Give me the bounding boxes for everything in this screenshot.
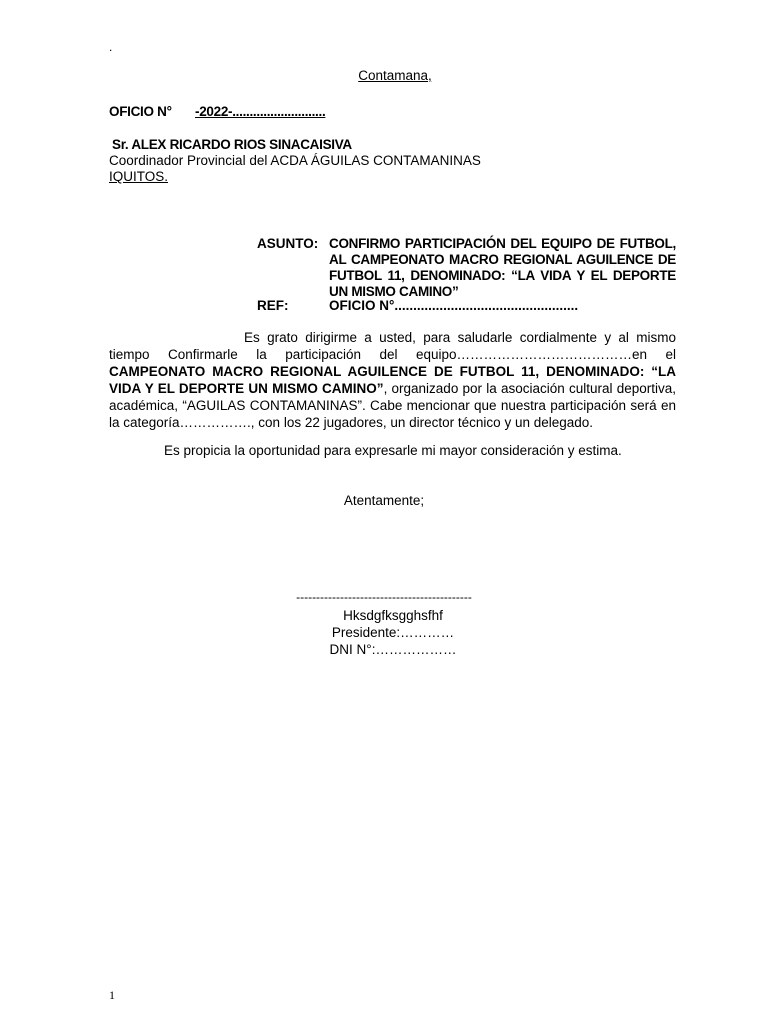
addressee-role: Coordinador Provincial del ACDA ÁGUILAS CONTAMANINAS xyxy=(109,153,481,168)
stray-dot: . xyxy=(109,40,113,54)
signature-line: -------------------------------------------- xyxy=(296,590,472,604)
oficio-label: OFICIO N° xyxy=(109,104,172,119)
page-number: 1 xyxy=(109,988,115,1002)
asunto-text: CONFIRMO PARTICIPACIÓN DEL EQUIPO DE FUTBOL, AL CAMPEONATO MACRO REGIONAL AGUILENCE DE FUTBOL 11, DENOMINADO: “LA VIDA Y EL DEPORTE UN MISMO CAMINO” xyxy=(329,236,676,299)
signature-dni: DNI N°:……………… xyxy=(329,642,457,657)
ref-text: OFICIO N°................................................. xyxy=(329,298,579,313)
place-text: Contamana, xyxy=(358,68,432,83)
place-date xyxy=(0,68,768,83)
addressee-name: Sr. ALEX RICARDO RIOS SINACAISIVA xyxy=(112,137,352,152)
body-paragraph-1-bold: CAMPEONATO MACRO REGIONAL AGUILENCE DE FUTBOL 11, DENOMINADO: “LA VIDA Y EL DEPORTE UN MISMO CAMINO” xyxy=(109,364,676,396)
body-paragraph-2: Es propicia la oportunidad para expresarle mi mayor consideración y estima. xyxy=(164,443,622,458)
body-paragraph-1-end: , organizado por la asociación cultural deportiva, académica, “AGUILAS CONTAMANINAS”. Cabe mencionar que nuestra participación será en la categoría……………., con los 22 jugadores, un director técnico y un delegado. xyxy=(109,381,677,430)
oficio-heading xyxy=(109,104,325,119)
signature-role: Presidente:………… xyxy=(331,625,455,640)
body-paragraph-1-start: Es grato dirigirme a usted, para saludarle cordialmente y al mismo tiempo Confirmarle la participación del equipo…………………………………en el xyxy=(109,330,676,362)
asunto-label: ASUNTO: xyxy=(257,236,319,251)
body-paragraph-1 xyxy=(109,329,676,431)
signature-name: Hksdgfksgghsfhf xyxy=(343,608,443,623)
ref-label: REF: xyxy=(257,298,289,313)
oficio-number: -2022-........................... xyxy=(195,104,326,119)
closing-text: Atentamente; xyxy=(343,493,425,508)
addressee-city: IQUITOS. xyxy=(109,169,169,184)
